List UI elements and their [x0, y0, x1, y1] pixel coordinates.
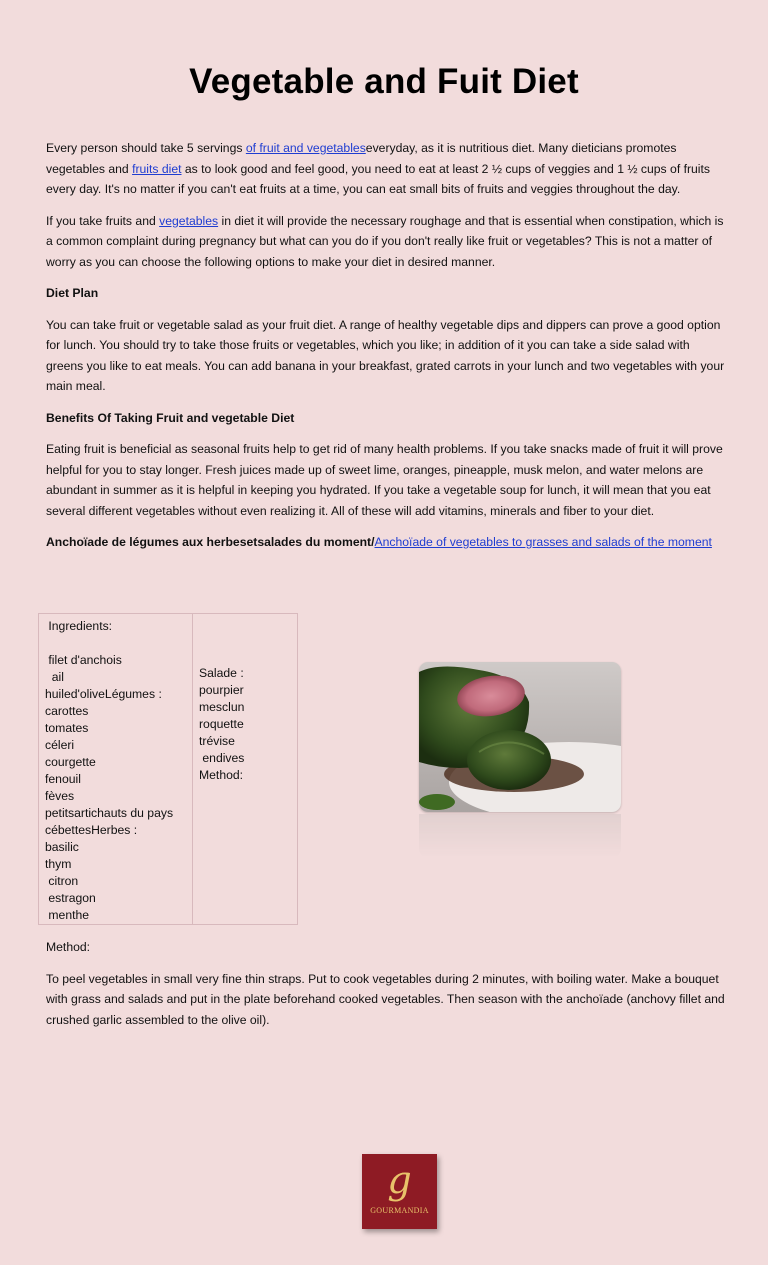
gourmandia-logo: [362, 1154, 437, 1229]
ingredient-line: thym: [45, 857, 72, 871]
roughage-paragraph: If you take fruits and vegetables in diet it will provide the necessary roughage and that is essential when constipation, which is a common complaint during pregnancy but what can you do if you don't really like fruit or vegetables? This is not a matter of worry as you can choose the following options to make your diet in desired manner.: [46, 213, 724, 269]
dish-photo-reflection: [419, 814, 621, 858]
ingredient-line: cébettesHerbes :: [45, 823, 138, 837]
ingredient-line: Ingredients:: [45, 619, 113, 633]
diet-plan-heading: Diet Plan: [46, 286, 99, 300]
ingredient-line: carottes: [45, 704, 89, 718]
salad-line: mesclun: [199, 700, 245, 714]
ingredient-line: ail: [45, 670, 64, 684]
logo-name: GOURMANDIA: [370, 1206, 429, 1215]
method-section: [46, 937, 726, 1041]
dish-photo: [419, 662, 621, 812]
salad-line: Salade :: [199, 666, 244, 680]
food-photo-reflection-icon: [419, 814, 621, 858]
salad-line: Method:: [199, 768, 244, 782]
salad-line: roquette: [199, 717, 244, 731]
ingredient-line: fenouil: [45, 772, 81, 786]
article-body: [46, 138, 726, 564]
benefits-heading: Benefits Of Taking Fruit and vegetable Diet: [46, 410, 295, 425]
ingredient-line: menthe: [45, 908, 90, 922]
salad-line: pourpier: [199, 683, 244, 697]
ingredient-line: basilic: [45, 840, 79, 854]
ingredient-line: tomates: [45, 721, 89, 735]
method-label: Method:: [46, 940, 91, 954]
ingredient-line: citron: [45, 874, 79, 888]
benefits-paragraph: Eating fruit is beneficial as seasonal fruits help to get rid of many health problems. If you take snacks made of fruit it will prove helpful for you to stay longer. Fresh juices made up of sweet lime, oranges, pineapple, musk melon, and water melons are abundant in summer as it is helpful in keeping you hydrated. If you take a vegetable soup for lunch, it will mean that you eat several different vegetables without even realizing it. All of these will add vitamins, minerals and fiber to your diet.: [46, 442, 723, 518]
ingredient-line: estragon: [45, 891, 96, 905]
salad-cell: [193, 614, 298, 925]
ingredient-line: petitsartichauts du pays: [45, 806, 174, 820]
ingredients-cell: [39, 614, 193, 925]
ingredient-line: huiled'oliveLégumes :: [45, 687, 162, 701]
diet-plan-paragraph: You can take fruit or vegetable salad as your fruit diet. A range of healthy vegetable dips and dippers can prove a good option for lunch. You should try to take those fruits or vegetables, which you like; in addition of it you can take a side salad with greens you like to eat meals. You can add banana in your breakfast, grated carrots in your lunch and two vegetables with your main meal.: [46, 317, 725, 393]
ingredient-line: fèves: [45, 789, 75, 803]
vegetables-link[interactable]: vegetables: [159, 213, 219, 228]
salad-line: endives: [199, 751, 245, 765]
salad-line: trévise: [199, 734, 235, 748]
method-text: To peel vegetables in small very fine thin straps. Put to cook vegetables during 2 minutes, with boiling water. Make a bouquet with grass and salads and put in the plate beforehand cooked vegetables. Then season with the anchoïade (anchovy fillet and crushed garlic assembled to the olive oil).: [46, 971, 725, 1027]
ingredients-table: [38, 613, 298, 925]
page-title: Vegetable and Fuit Diet: [189, 62, 579, 101]
fruit-vegetables-link[interactable]: of fruit and vegetables: [245, 141, 366, 155]
fruits-diet-link[interactable]: fruits diet: [132, 161, 182, 176]
food-photo-icon: [419, 662, 621, 812]
recipe-english-link[interactable]: Anchoïade of vegetables to grasses and salads of the moment: [374, 535, 712, 549]
ingredient-line: filet d'anchois: [45, 653, 122, 667]
logo-letter: g: [387, 1158, 412, 1202]
intro-paragraph: Every person should take 5 servings of fruit and vegetableseveryday, as it is nutritious diet. Many dieticians promotes vegetables and fruits diet as to look good and feel good, you need to eat at least 2 ½ cups of veggies and 1 ½ cups of fruits every day. It's no matter if you can't eat fruits at a time, you can eat small bits of fruits and veggies throughout the day.: [46, 141, 710, 196]
recipe-heading: Anchoïade de légumes aux herbesetsalades du moment/Anchoïade of vegetables to grasses and salads of the moment: [46, 535, 712, 549]
ingredient-line: céleri: [45, 738, 75, 752]
ingredient-line: courgette: [45, 755, 96, 769]
